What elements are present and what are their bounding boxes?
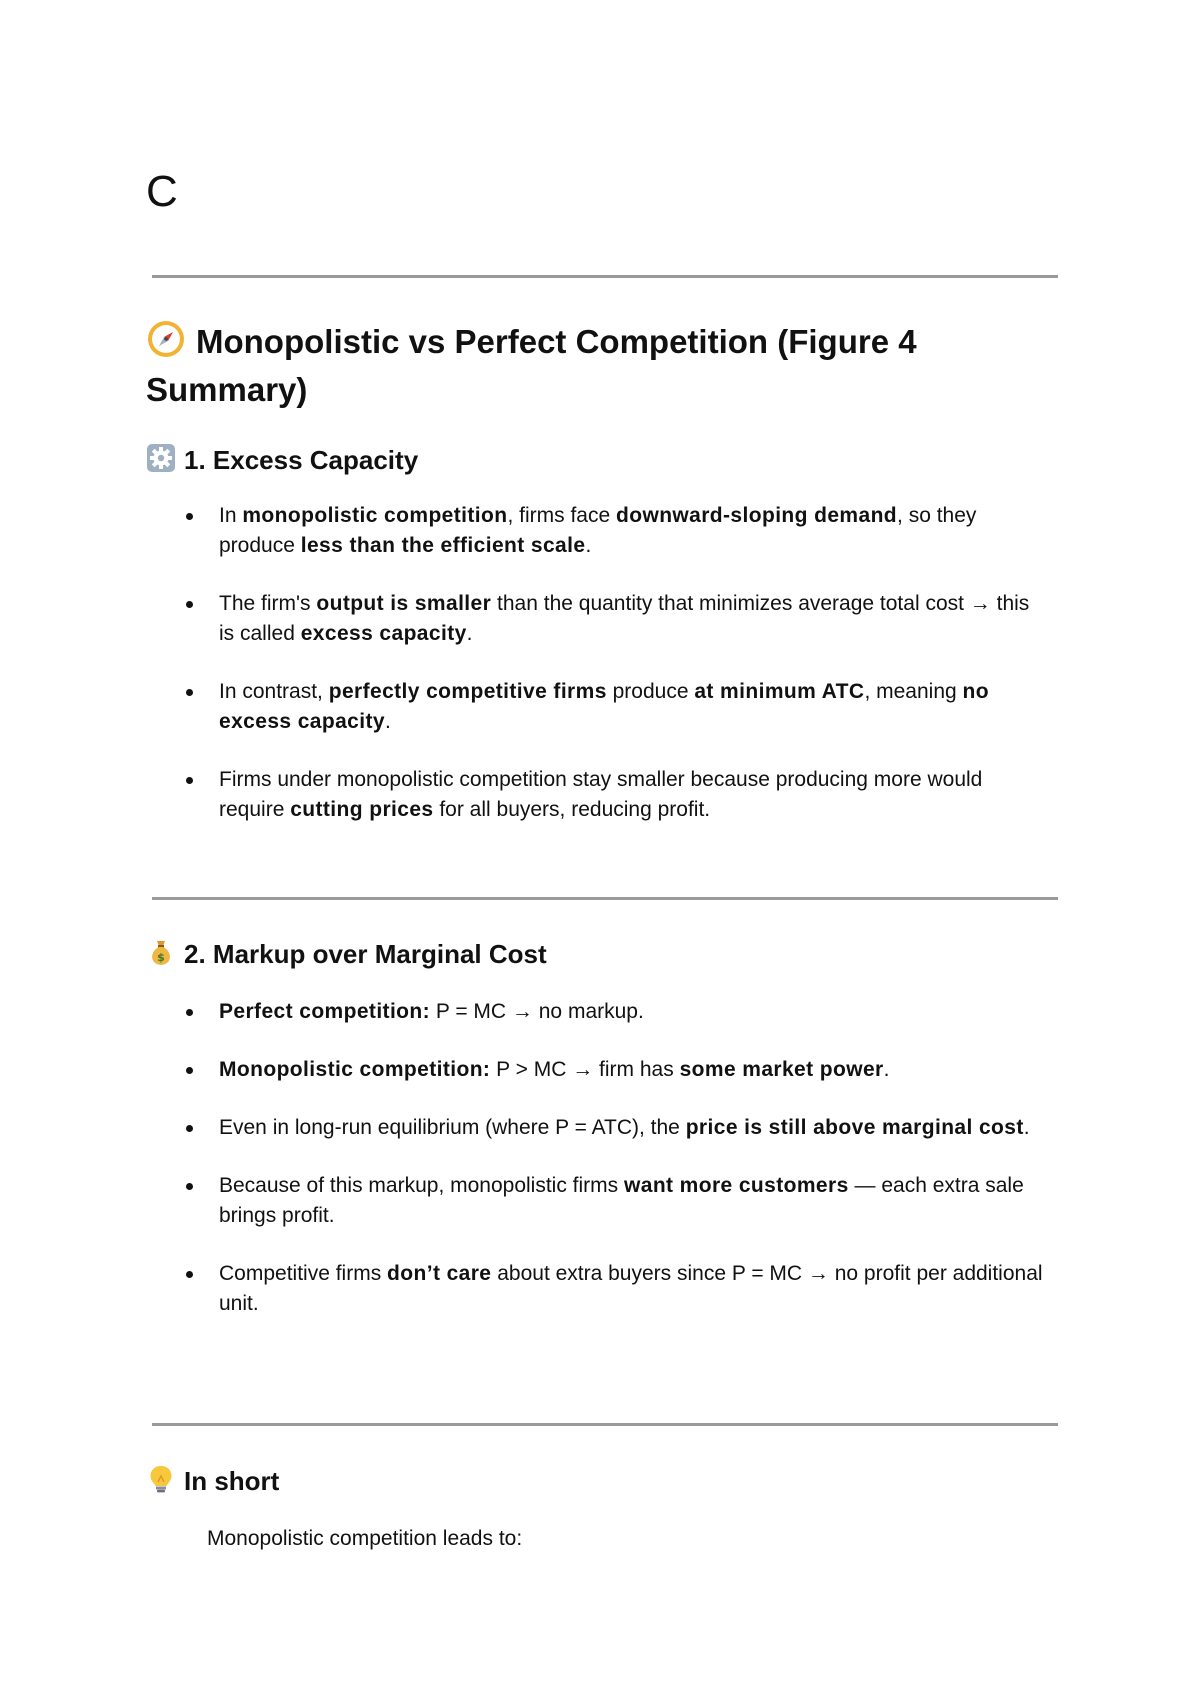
divider <box>152 275 1058 278</box>
svg-text:$: $ <box>157 951 165 964</box>
markup-list <box>146 997 1046 1347</box>
list-item: Even in long-run equilibrium (where P = ATC), the price is still above marginal cost. <box>146 1113 1046 1143</box>
page-title <box>146 318 1046 414</box>
summary-leadin: Monopolistic competition leads to: <box>207 1527 523 1550</box>
list-item: In contrast, perfectly competitive firms produce at minimum ATC, meaning no excess capacity. <box>146 677 1046 737</box>
page-title-text: Monopolistic vs Perfect Competition (Figure 4 Summary) <box>146 323 917 408</box>
gear-icon <box>146 443 176 473</box>
page-letter: C <box>146 167 178 216</box>
divider <box>152 1423 1058 1426</box>
list-item: Monopolistic competition: P > MC → firm has some market power. <box>146 1055 1046 1085</box>
list-item: The firm's output is smaller than the quantity that minimizes average total cost → this is called excess capacity. <box>146 589 1046 649</box>
list-item: Competitive firms don’t care about extra buyers since P = MC → no profit per additional unit. <box>146 1259 1046 1319</box>
lightbulb-icon <box>146 1464 176 1494</box>
list-item: Perfect competition: P = MC → no markup. <box>146 997 1046 1027</box>
section-heading-markup <box>146 937 547 970</box>
excess-capacity-list <box>146 501 1046 853</box>
money-bag-icon <box>146 937 176 967</box>
section-heading-excess-capacity <box>146 443 418 476</box>
section-heading-text: 1. Excess Capacity <box>184 445 419 475</box>
list-item: In monopolistic competition, firms face downward-sloping demand, so they produce less than the efficient scale. <box>146 501 1046 561</box>
divider <box>152 897 1058 900</box>
section-heading-text: In short <box>184 1466 280 1496</box>
section-heading-text: 2. Markup over Marginal Cost <box>184 939 547 969</box>
list-item: Firms under monopolistic competition stay smaller because producing more would require cutting prices for all buyers, reducing profit. <box>146 765 1046 825</box>
section-heading-in-short <box>146 1464 279 1497</box>
list-item: Because of this markup, monopolistic firms want more customers — each extra sale brings profit. <box>146 1171 1046 1231</box>
compass-icon <box>146 319 186 359</box>
